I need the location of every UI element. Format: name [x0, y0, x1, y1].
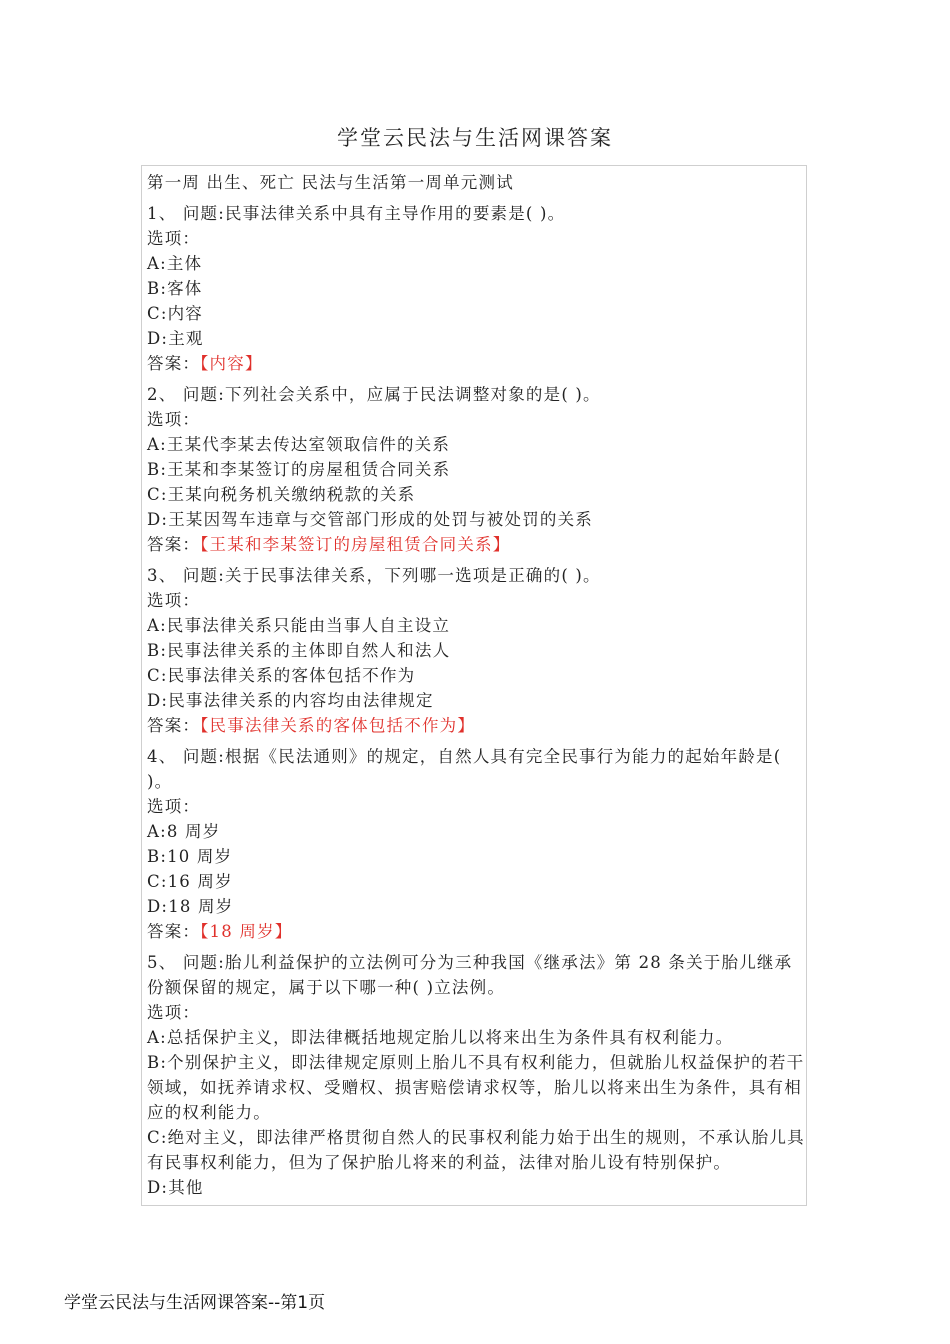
answer-value: 【内容】	[200, 354, 263, 373]
question-stem: 问题:下列社会关系中，应属于民法调整对象的是( )。	[182, 385, 601, 404]
page-footer: 学堂云民法与生活网课答案--第1页	[64, 1293, 326, 1313]
question-stem: 问题:关于民事法律关系，下列哪一选项是正确的( )。	[182, 566, 601, 585]
content-box	[141, 165, 807, 1206]
question-stem: 问题:胎儿利益保护的立法例可分为三种我国《继承法》第 28 条关于胎儿继承份额保留的规定，属于以下哪一种( )立法例。	[147, 953, 793, 997]
question-text	[147, 382, 806, 407]
question-number: 5、	[147, 953, 177, 972]
options-label: 选项：	[147, 591, 201, 610]
option-d: D:主观	[147, 329, 204, 348]
question-number: 3、	[147, 566, 177, 585]
option-c: C:绝对主义，即法律严格贯彻自然人的民事权利能力始于出生的规则，不承认胎儿具有民事权利能力，但为了保护胎儿将来的利益，法律对胎儿设有特别保护。	[147, 1128, 805, 1172]
question-5	[147, 950, 806, 1200]
answer-label: 答案：	[147, 535, 201, 554]
question-stem: 问题:根据《民法通则》的规定，自然人具有完全民事行为能力的起始年龄是( )。	[147, 747, 782, 791]
option-a: A:民事法律关系只能由当事人自主设立	[147, 616, 451, 635]
answer-label: 答案：	[147, 716, 201, 735]
option-c: C:王某向税务机关缴纳税款的关系	[147, 485, 416, 504]
question-4	[147, 744, 806, 944]
answer-value: 【18 周岁】	[200, 922, 293, 941]
document-title: 学堂云民法与生活网课答案	[337, 126, 613, 150]
question-stem: 问题:民事法律关系中具有主导作用的要素是( )。	[182, 204, 566, 223]
question-1	[147, 201, 806, 376]
option-b: B:客体	[147, 279, 203, 298]
answer-line	[147, 351, 806, 376]
option-c: C:内容	[147, 304, 203, 323]
answer-line	[147, 713, 806, 738]
question-number: 4、	[147, 747, 177, 766]
question-2	[147, 382, 806, 557]
question-3	[147, 563, 806, 738]
option-d: D:18 周岁	[147, 897, 234, 916]
option-c: C:16 周岁	[147, 872, 233, 891]
options-label: 选项：	[147, 229, 201, 248]
option-a: A:王某代李某去传达室领取信件的关系	[147, 435, 451, 454]
question-text	[147, 201, 806, 226]
option-b: B:个别保护主义，即法律规定原则上胎儿不具有权利能力，但就胎儿权益保护的若干领域，如抚养请求权、受赠权、损害赔偿请求权等，胎儿以将来出生为条件，具有相应的权利能力。	[147, 1053, 805, 1122]
option-a: A:8 周岁	[147, 822, 221, 841]
option-a: A:主体	[147, 254, 203, 273]
question-number: 2、	[147, 385, 177, 404]
question-number: 1、	[147, 204, 177, 223]
options-label: 选项：	[147, 410, 201, 429]
question-text	[147, 950, 806, 1000]
answer-value: 【民事法律关系的客体包括不作为】	[200, 716, 476, 735]
answer-line	[147, 919, 806, 944]
option-c: C:民事法律关系的客体包括不作为	[147, 666, 416, 685]
option-d: D:王某因驾车违章与交管部门形成的处罚与被处罚的关系	[147, 510, 593, 529]
options-label: 选项：	[147, 797, 201, 816]
option-d: D:其他	[147, 1178, 204, 1197]
option-a: A:总括保护主义，即法律概括地规定胎儿以将来出生为条件具有权利能力。	[147, 1028, 734, 1047]
option-d: D:民事法律关系的内容均由法律规定	[147, 691, 434, 710]
answer-label: 答案：	[147, 354, 201, 373]
answer-value: 【王某和李某签订的房屋租赁合同关系】	[200, 535, 511, 554]
option-b: B:民事法律关系的主体即自然人和法人	[147, 641, 451, 660]
week-header: 第一周 出生、死亡 民法与生活第一周单元测试	[147, 173, 514, 192]
option-b: B:10 周岁	[147, 847, 233, 866]
question-text	[147, 744, 806, 794]
question-text	[147, 563, 806, 588]
options-label: 选项：	[147, 1003, 201, 1022]
answer-line	[147, 532, 806, 557]
option-b: B:王某和李某签订的房屋租赁合同关系	[147, 460, 451, 479]
answer-label: 答案：	[147, 922, 201, 941]
